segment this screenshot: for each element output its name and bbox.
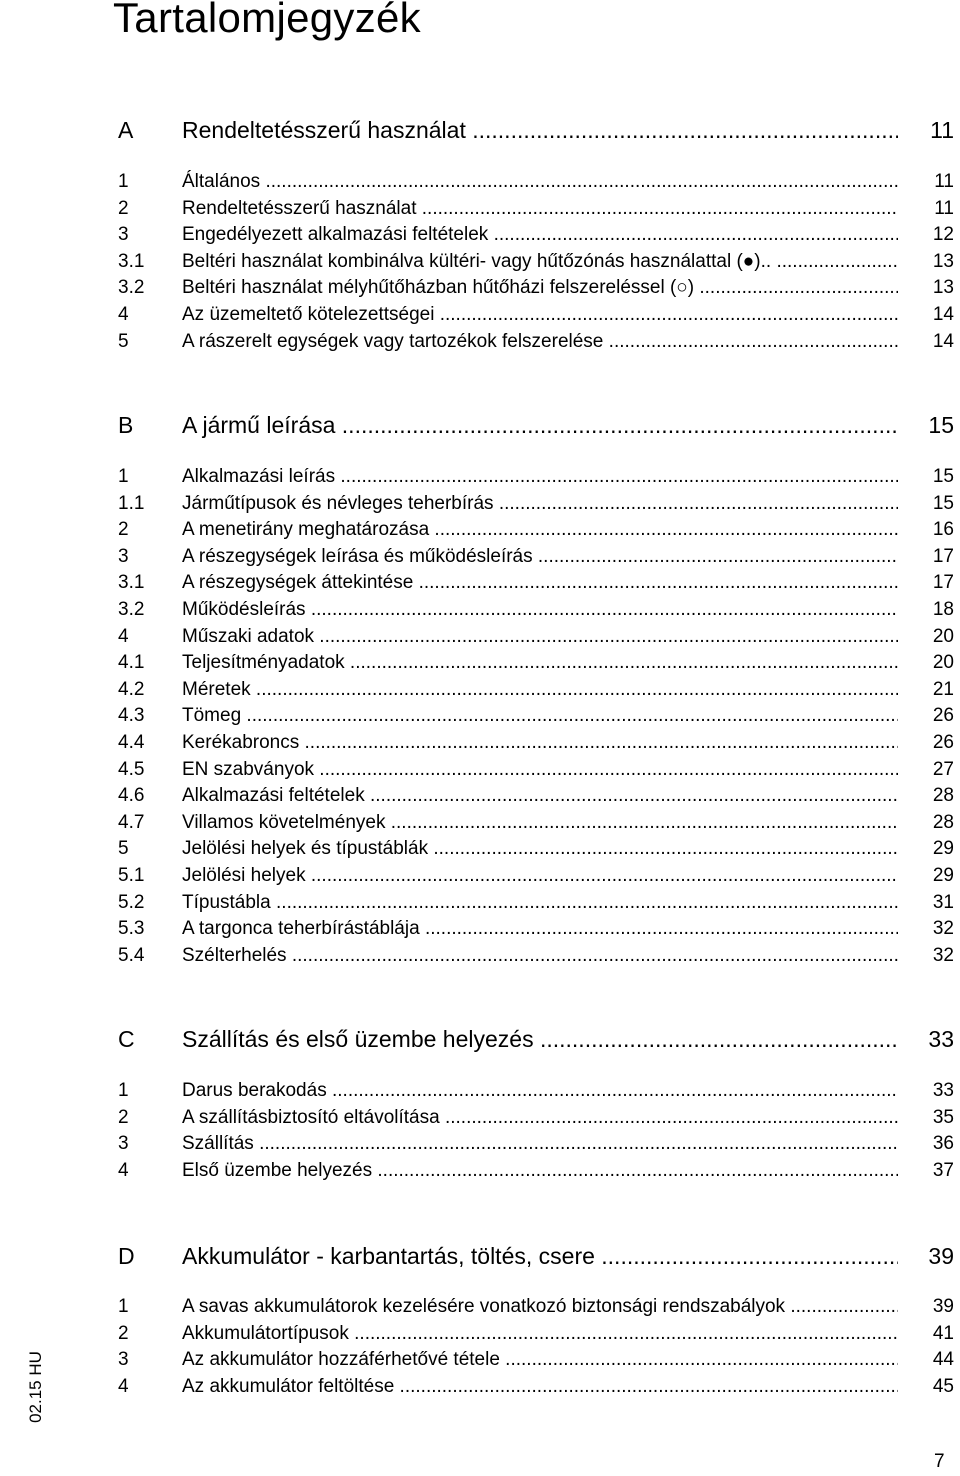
toc-entry[interactable]: [0, 835, 960, 861]
entry-number: 3.2: [118, 599, 145, 620]
entry-title: Rendeltetésszerű használat .....: [182, 197, 898, 221]
toc-section-heading[interactable]: [0, 1239, 960, 1271]
toc-entry[interactable]: [0, 543, 960, 569]
toc-entry[interactable]: [0, 1293, 960, 1319]
entry-title: Méretek .....: [182, 678, 898, 702]
toc-entry[interactable]: [0, 782, 960, 808]
entry-title: Az üzemeltető kötelezettségei .....: [182, 303, 898, 327]
entry-title: Járműtípusok és névleges teherbírás .....: [182, 492, 898, 516]
entry-title: Engedélyezett alkalmazási feltételek .....: [182, 223, 898, 247]
entry-page: 20: [932, 625, 954, 647]
entry-page: 26: [932, 732, 954, 753]
entry-number: 4.2: [118, 678, 145, 700]
entry-page: 15: [932, 466, 954, 487]
toc-section-heading[interactable]: [0, 113, 960, 145]
entry-page: 26: [932, 705, 954, 727]
entry-page: 33: [932, 1080, 954, 1101]
entry-number: 4.3: [118, 705, 145, 727]
entry-number: 4.7: [118, 811, 145, 833]
entry-number: 3: [118, 545, 129, 567]
entry-number: 1.1: [118, 492, 145, 514]
toc-entry[interactable]: [0, 569, 960, 595]
entry-page: 11: [934, 197, 954, 219]
section-title: A jármű leírása .....: [182, 410, 898, 440]
entry-number: 4.5: [118, 758, 145, 780]
entry-page: 20: [932, 652, 954, 674]
toc-entry[interactable]: [0, 221, 960, 247]
entry-number: 5.1: [118, 865, 145, 886]
section-letter: A: [118, 117, 134, 143]
entry-page: 13: [932, 250, 954, 272]
entry-title: A menetirány meghatározása .....: [182, 518, 898, 542]
entry-title: Villamos követelmények .....: [182, 811, 898, 835]
entry-title: Tömeg .....: [182, 704, 898, 728]
entry-page: 28: [932, 811, 954, 833]
entry-number: 5: [118, 330, 129, 352]
entry-title: Jelölési helyek .....: [182, 864, 898, 888]
toc-entry[interactable]: [0, 1346, 960, 1372]
entry-page: 14: [932, 330, 954, 352]
entry-number: 1: [118, 1080, 129, 1101]
entry-page: 14: [932, 304, 954, 325]
toc-entry[interactable]: [0, 809, 960, 835]
entry-title: Szélterhelés .....: [182, 944, 898, 968]
entry-page: 12: [932, 224, 954, 246]
toc-section-heading[interactable]: [0, 1022, 960, 1054]
entry-page: 44: [932, 1349, 954, 1371]
entry-page: 11: [934, 171, 954, 192]
entry-title: A targonca teherbírástáblája .....: [182, 917, 898, 941]
toc-entry[interactable]: [0, 1373, 960, 1399]
entry-number: 4: [118, 1159, 129, 1181]
entry-number: 5: [118, 838, 129, 860]
toc-entry[interactable]: [0, 889, 960, 915]
section-letter: C: [118, 1026, 135, 1052]
entry-number: 4.6: [118, 785, 145, 807]
entry-title: Teljesítményadatok .....: [182, 651, 898, 675]
entry-page: 15: [932, 492, 954, 514]
entry-title: A részegységek leírása és működésleírás .....: [182, 545, 898, 569]
entry-number: 2: [118, 197, 129, 219]
toc-entry[interactable]: [0, 301, 960, 327]
entry-number: 5.2: [118, 891, 145, 913]
entry-title: Szállítás .....: [182, 1132, 898, 1156]
toc-entry[interactable]: [0, 168, 960, 194]
entry-title: Alkalmazási feltételek .....: [182, 784, 898, 808]
section-page: 33: [928, 1026, 954, 1052]
entry-title: Általános .....: [182, 170, 898, 194]
entry-title: Az akkumulátor feltöltése .....: [182, 1375, 898, 1399]
entry-page: 16: [932, 519, 954, 541]
entry-title: Műszaki adatok .....: [182, 625, 898, 649]
section-page: 39: [928, 1243, 954, 1269]
entry-number: 3: [118, 224, 129, 246]
entry-page: 37: [932, 1159, 954, 1181]
entry-number: 2: [118, 1106, 129, 1128]
entry-number: 4.4: [118, 732, 145, 753]
entry-page: 21: [932, 678, 954, 700]
toc-entry[interactable]: [0, 328, 960, 354]
toc-entry[interactable]: [0, 274, 960, 300]
toc-entry[interactable]: [0, 915, 960, 941]
entry-page: 17: [932, 572, 954, 594]
entry-title: Első üzembe helyezés .....: [182, 1159, 898, 1183]
toc-entry[interactable]: [0, 623, 960, 649]
toc-entry[interactable]: [0, 1157, 960, 1183]
entry-page: 27: [932, 758, 954, 780]
entry-page: 13: [932, 277, 954, 299]
entry-title: Jelölési helyek és típustáblák .....: [182, 837, 898, 861]
toc-entry[interactable]: [0, 1077, 960, 1103]
entry-number: 3: [118, 1133, 129, 1155]
toc-entry[interactable]: [0, 862, 960, 888]
entry-page: 45: [932, 1375, 954, 1397]
edition-label-text: 02.15 HU: [25, 1351, 45, 1423]
entry-page: 39: [932, 1296, 954, 1317]
entry-number: 1: [118, 1296, 129, 1317]
entry-number: 4: [118, 625, 129, 647]
entry-title: A savas akkumulátorok kezelésére vonatkozó biztonsági rendszabályok .....: [182, 1295, 898, 1319]
entry-number: 3.1: [118, 250, 145, 272]
entry-number: 5.3: [118, 918, 145, 940]
toc-entry[interactable]: [0, 195, 960, 221]
toc-entry[interactable]: [0, 649, 960, 675]
entry-page: 31: [932, 891, 954, 913]
section-letter: D: [118, 1243, 135, 1269]
entry-number: 2: [118, 519, 129, 541]
entry-title: Típustábla .....: [182, 891, 898, 915]
entry-page: 28: [932, 785, 954, 807]
section-page: 15: [928, 412, 954, 438]
toc-entry[interactable]: [0, 490, 960, 516]
page-title: Tartalomjegyzék: [113, 0, 421, 41]
page-number: 7: [934, 1451, 945, 1472]
entry-title: A szállításbiztosító eltávolítása .....: [182, 1106, 898, 1130]
section-page: 11: [930, 117, 954, 143]
toc-entry[interactable]: [0, 676, 960, 702]
toc-entry[interactable]: [0, 1104, 960, 1130]
entry-number: 1: [118, 171, 129, 192]
entry-title: Alkalmazási leírás .....: [182, 465, 898, 489]
entry-page: 29: [932, 838, 954, 860]
entry-title: Beltéri használat kombinálva kültéri- vagy hűtőzónás használattal (●).. .....: [182, 250, 898, 274]
toc-entry[interactable]: [0, 756, 960, 782]
entry-title: Beltéri használat mélyhűtőházban hűtőházi felszereléssel (○) .....: [182, 276, 898, 300]
toc-entry[interactable]: [0, 248, 960, 274]
entry-number: 3.2: [118, 277, 145, 299]
entry-number: 3.1: [118, 572, 145, 594]
entry-title: EN szabványok .....: [182, 758, 898, 782]
edition-label: [0, 1351, 45, 1423]
entry-title: Az akkumulátor hozzáférhetővé tétele .....: [182, 1348, 898, 1372]
entry-title: Akkumulátortípusok .....: [182, 1322, 898, 1346]
entry-number: 5.4: [118, 944, 145, 966]
entry-number: 3: [118, 1349, 129, 1371]
entry-page: 41: [932, 1322, 954, 1344]
section-title: Rendeltetésszerű használat .....: [182, 115, 898, 145]
entry-page: 29: [932, 865, 954, 886]
section-title: Szállítás és első üzembe helyezés .....: [182, 1024, 898, 1054]
entry-number: 1: [118, 466, 129, 487]
toc-entry[interactable]: [0, 729, 960, 755]
section-title: Akkumulátor - karbantartás, töltés, csere .....: [182, 1241, 898, 1271]
toc-entry[interactable]: [0, 1130, 960, 1156]
entry-page: 17: [932, 545, 954, 567]
toc-entry[interactable]: [0, 702, 960, 728]
entry-page: 32: [932, 944, 954, 966]
toc-entry[interactable]: [0, 942, 960, 968]
section-letter: B: [118, 412, 134, 438]
entry-page: 36: [932, 1133, 954, 1155]
entry-page: 32: [932, 918, 954, 940]
toc-entry[interactable]: [0, 1320, 960, 1346]
toc-entry[interactable]: [0, 596, 960, 622]
toc-entry[interactable]: [0, 463, 960, 489]
entry-title: Működésleírás .....: [182, 598, 898, 622]
entry-number: 4: [118, 1375, 129, 1397]
entry-number: 2: [118, 1322, 129, 1344]
entry-number: 4.1: [118, 652, 145, 674]
entry-page: 18: [932, 599, 954, 620]
entry-page: 35: [932, 1106, 954, 1128]
toc-entry[interactable]: [0, 516, 960, 542]
entry-number: 4: [118, 304, 129, 325]
entry-title: A részegységek áttekintése .....: [182, 571, 898, 595]
toc-section-heading[interactable]: [0, 408, 960, 440]
entry-title: A rászerelt egységek vagy tartozékok felszerelése .....: [182, 330, 898, 354]
entry-title: Kerékabroncs .....: [182, 731, 898, 755]
entry-title: Darus berakodás .....: [182, 1079, 898, 1103]
